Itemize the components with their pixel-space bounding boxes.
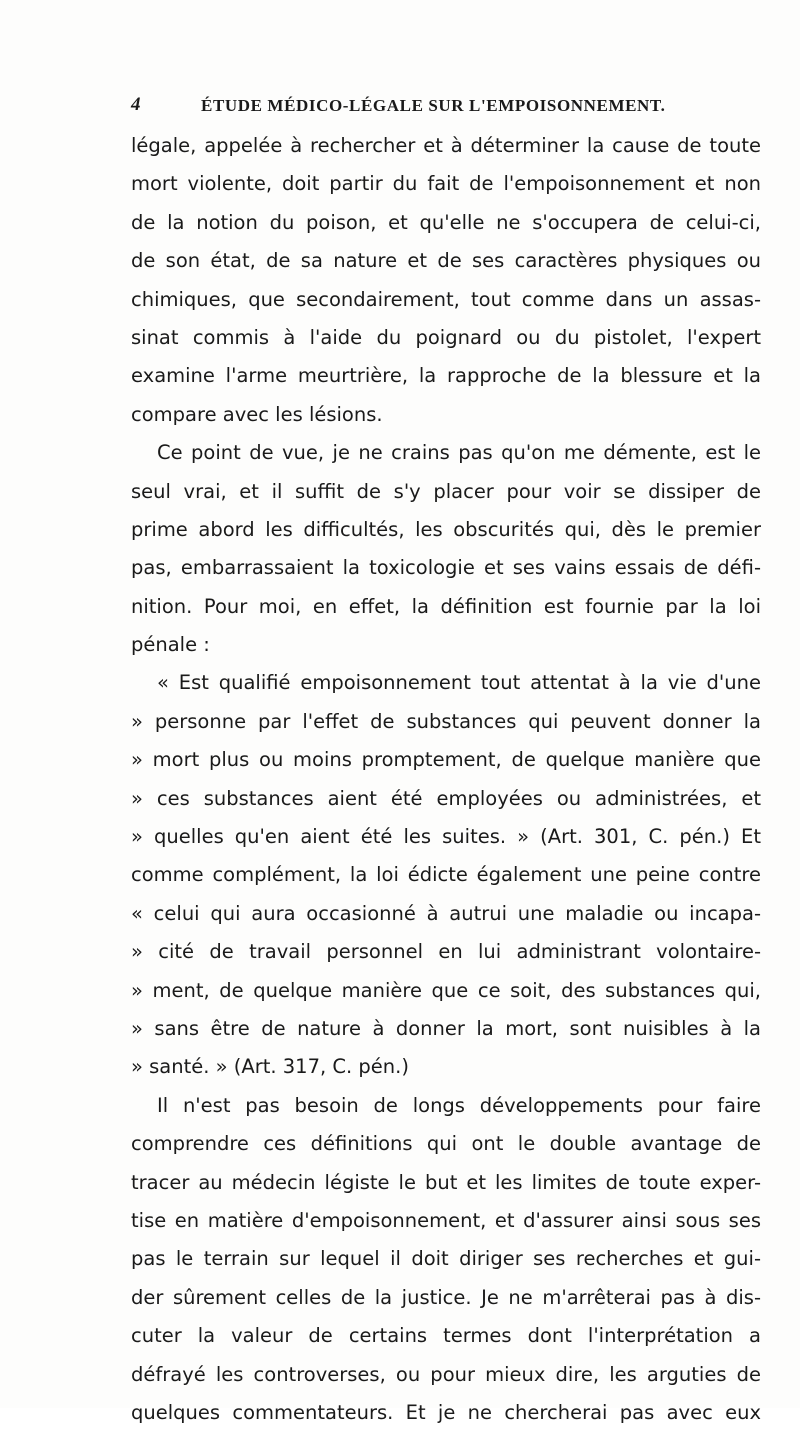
page-number: 4 [131,94,141,115]
text-line: pénale : [131,633,210,657]
text-line: « Est qualifié empoisonnement tout attentat à la vie d'une [157,671,761,695]
text-line: pas le terrain sur lequel il doit diriger ses recherches et gui- [131,1247,761,1271]
text-line: de la notion du poison, et qu'elle ne s'occupera de celui-ci, [131,210,761,234]
text-line: tracer au médecin légiste le but et les limites de toute exper- [131,1170,761,1194]
text-line: comme complément, la loi édicte également une peine contre [131,863,761,887]
text-line: seul vrai, et il suffit de s'y placer pour voir se dissiper de [131,479,761,503]
text-line: » quelles qu'en aient été les suites. » (Art. 301, C. pén.) Et [131,825,761,849]
text-line: » ment, de quelque manière que ce soit, des substances qui, [131,978,761,1002]
text-line: mort violente, doit partir du fait de l'empoisonnement et non [131,172,761,196]
text-line: nition. Pour moi, en effet, la définition est fournie par la loi [131,594,761,618]
text-line: » ces substances aient été employées ou administrées, et [131,786,761,810]
text-line: sinat commis à l'aide du poignard ou du pistolet, l'expert [131,325,761,349]
text-line: quelques commentateurs. Et je ne chercherai pas avec eux [131,1400,761,1424]
text-line: légale, appelée à rechercher et à déterminer la cause de toute [131,134,761,157]
text-line: défrayé les controverses, ou pour mieux dire, les arguties de [131,1362,761,1386]
text-line: comprendre ces définitions qui ont le double avantage de [131,1132,761,1156]
page-header [131,94,761,120]
running-title: ÉTUDE MÉDICO-LÉGALE SUR L'EMPOISONNEMENT. [201,96,666,115]
text-line: der sûrement celles de la justice. Je ne m'arrêterai pas à dis- [131,1285,761,1309]
text-line: » mort plus ou moins promptement, de quelque manière que [131,748,761,772]
text-line: » cité de travail personnel en lui administrant volontaire- [131,940,761,964]
text-line: » sans être de nature à donner la mort, sont nuisibles à la [131,1016,761,1040]
text-line: Ce point de vue, je ne crains pas qu'on me démente, est le [157,441,761,465]
text-line: » personne par l'effet de substances qui peuvent donner la [131,709,761,733]
text-line: » santé. » (Art. 317, C. pén.) [131,1055,409,1079]
body-text [131,127,761,1432]
text-line: chimiques, que secondairement, tout comme dans un assas- [131,287,761,311]
text-line: compare avec les lésions. [131,402,383,426]
text-line: « celui qui aura occasionné à autrui une maladie ou incapa- [131,901,761,925]
text-line: de son état, de sa nature et de ses caractères physiques ou [131,249,761,273]
text-line: pas, embarrassaient la toxicologie et ses vains essais de défi- [131,556,761,580]
text-line: cuter la valeur de certains termes dont l'interprétation a [131,1324,761,1348]
text-line: prime abord les difficultés, les obscurités qui, dès le premier [131,517,761,541]
text-line: tise en matière d'empoisonnement, et d'assurer ainsi sous ses [131,1208,761,1232]
text-line: Il n'est pas besoin de longs développements pour faire [157,1093,761,1117]
text-line: examine l'arme meurtrière, la rapproche de la blessure et la [131,364,761,388]
